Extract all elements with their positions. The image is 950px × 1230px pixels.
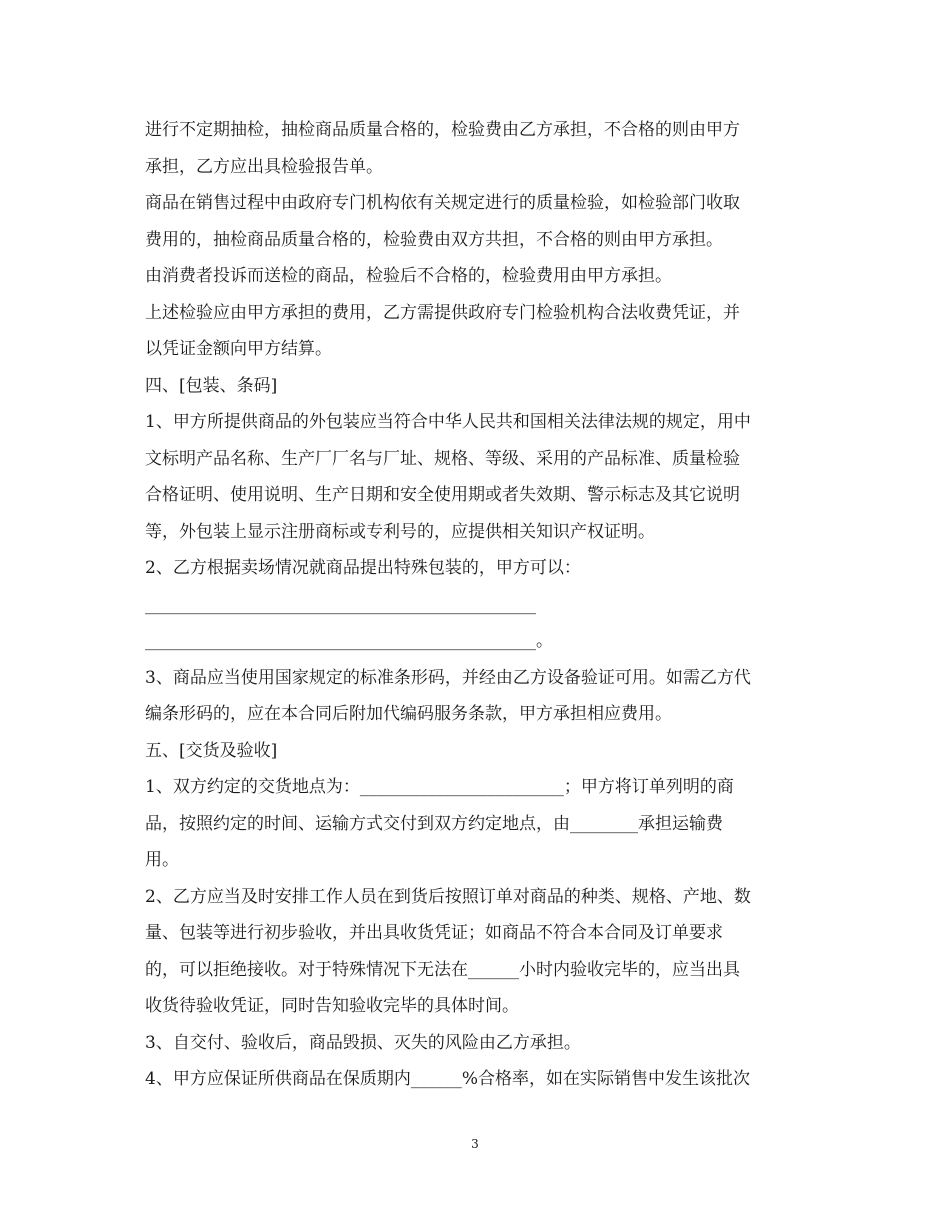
text-line: 上述检验应由甲方承担的费用，乙方需提供政府专门检验机构合法收费凭证，并 <box>145 302 740 323</box>
text-line: 量、包装等进行初步验收，并出具收货凭证；如商品不符合本合同及订单要求 <box>145 923 723 943</box>
text-line: 1、双方约定的交货地点为：________________________；甲方将订单列明的商 <box>145 777 734 797</box>
text-line: 的，可以拒绝接收。对于特殊情况下无法在______小时内验收完毕的，应当出具 <box>145 959 740 980</box>
text-line: 1、甲方所提供商品的外包装应当符合中华人民共和国相关法律法规的规定，用中 <box>145 412 751 432</box>
text-line: 品，按照约定的时间、运输方式交付到双方约定地点，由________承担运输费 <box>145 813 723 834</box>
text-line: 商品在销售过程中由政府专门机构依有关规定进行的质量检验，如检验部门收取 <box>145 193 740 213</box>
text-line: 合格证明、使用说明、生产日期和安全使用期或者失效期、警示标志及其它说明 <box>145 485 740 505</box>
text-line: 4、甲方应保证所供商品在保质期内______%合格率，如在实际销售中发生该批次 <box>145 1069 750 1089</box>
fill-in-blank-line: ______________________________________________。 <box>145 631 553 651</box>
text-line: 2、乙方应当及时安排工作人员在到货后按照订单对商品的种类、规格、产地、数 <box>145 886 751 907</box>
text-line: 费用的，抽检商品质量合格的，检验费由双方共担，不合格的则由甲方承担。 <box>145 229 723 250</box>
text-line: 等，外包装上显示注册商标或专利号的，应提供相关知识产权证明。 <box>145 521 655 542</box>
text-line: 承担，乙方应出具检验报告单。 <box>145 156 383 177</box>
text-line: 用。 <box>145 850 179 870</box>
fill-in-blank-line: ______________________________________________ <box>145 594 536 615</box>
text-line: 3、商品应当使用国家规定的标准条形码，并经由乙方设备验证可用。如需乙方代 <box>145 667 751 688</box>
page-number: 3 <box>471 1137 479 1151</box>
section-heading: 五、[交货及验收] <box>145 740 278 761</box>
text-line: 3、自交付、验收后，商品毁损、灭失的风险由乙方承担。 <box>145 1032 581 1053</box>
document-body <box>145 112 810 1098</box>
text-line: 以凭证金额向甲方结算。 <box>145 339 332 359</box>
text-line: 收货待验收凭证，同时告知验收完毕的具体时间。 <box>145 996 519 1016</box>
text-line: 由消费者投诉而送检的商品，检验后不合格的，检验费用由甲方承担。 <box>145 266 672 286</box>
text-line: 进行不定期抽检，抽检商品质量合格的，检验费由乙方承担，不合格的则由甲方 <box>145 120 740 140</box>
section-heading: 四、[包装、条码] <box>145 375 278 396</box>
text-line: 文标明产品名称、生产厂厂名与厂址、规格、等级、采用的产品标准、质量检验 <box>145 448 740 469</box>
text-line: 2、乙方根据卖场情况就商品提出特殊包装的，甲方可以： <box>145 558 581 578</box>
text-line: 编条形码的，应在本合同后附加代编码服务条款，甲方承担相应费用。 <box>145 704 672 724</box>
